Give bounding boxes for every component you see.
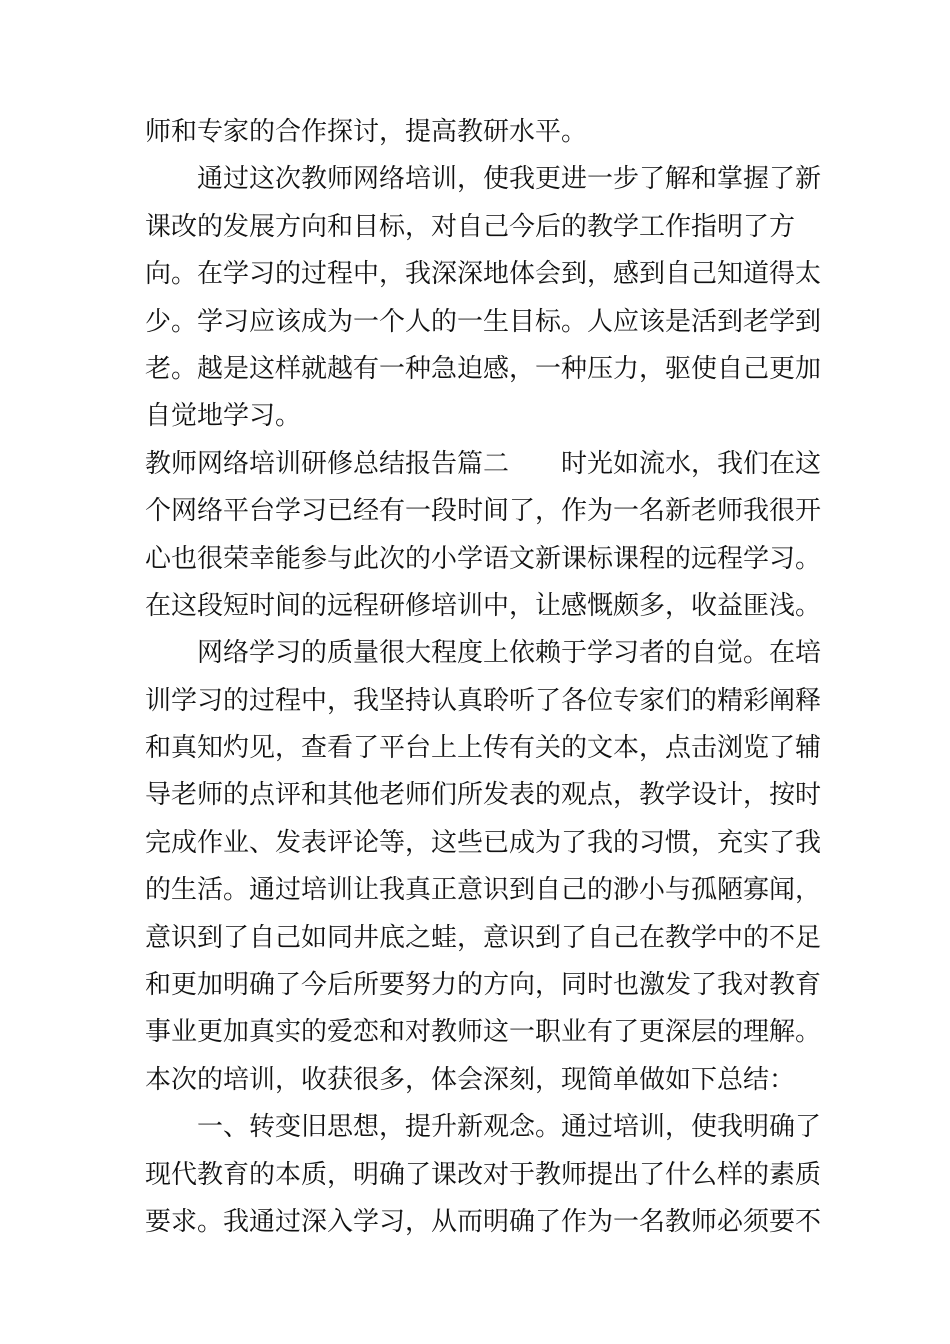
document-body	[145, 109, 845, 1246]
text-line: 网络学习的质量很大程度上依赖于学习者的自觉。在培	[145, 638, 822, 669]
text-line: 意识到了自己如同井底之蛙，意识到了自己在教学中的不足	[145, 922, 822, 953]
text-line: 课改的发展方向和目标，对自己今后的教学工作指明了方	[145, 211, 796, 242]
section-heading-line: 教师网络培训研修总结报告篇二 时光如流水，我们在这	[145, 448, 822, 479]
text-line: 完成作业、发表评论等，这些已成为了我的习惯，充实了我	[145, 827, 822, 858]
text-line: 少。学习应该成为一个人的一生目标。人应该是活到老学到	[145, 306, 822, 337]
text-line: 要求。我通过深入学习，从而明确了作为一名教师必须要不	[145, 1206, 822, 1237]
text-line: 心也很荣幸能参与此次的小学语文新课标课程的远程学习。	[145, 543, 822, 574]
text-line: 一、转变旧思想，提升新观念。通过培训，使我明确了	[145, 1112, 822, 1143]
text-line: 师和专家的合作探讨，提高教研水平。	[145, 117, 588, 147]
text-line: 在这段短时间的远程研修培训中，让感慨颇多，收益匪浅。	[145, 590, 822, 621]
text-line: 向。在学习的过程中，我深深地体会到，感到自己知道得太	[145, 259, 822, 290]
text-line: 和真知灼见，查看了平台上上传有关的文本，点击浏览了辅	[145, 733, 822, 764]
text-line: 的生活。通过培训让我真正意识到自己的渺小与孤陋寡闻，	[145, 875, 822, 906]
text-line: 现代教育的本质，明确了课改对于教师提出了什么样的素质	[145, 1159, 822, 1190]
text-line: 和更加明确了今后所要努力的方向，同时也激发了我对教育	[145, 970, 822, 1001]
text-line: 个网络平台学习已经有一段时间了，作为一名新老师我很开	[145, 496, 822, 527]
text-line: 老。越是这样就越有一种急迫感，一种压力，驱使自己更加	[145, 353, 822, 384]
text-line: 训学习的过程中，我坚持认真聆听了各位专家们的精彩阐释	[145, 685, 822, 716]
text-line: 事业更加真实的爱恋和对教师这一职业有了更深层的理解。	[145, 1017, 822, 1048]
text-line: 通过这次教师网络培训，使我更进一步了解和掌握了新	[145, 164, 822, 195]
text-line: 导老师的点评和其他老师们所发表的观点，教学设计，按时	[145, 780, 822, 811]
text-line: 本次的培训，收获很多，体会深刻，现简单做如下总结：	[145, 1064, 796, 1095]
text-line: 自觉地学习。	[145, 401, 302, 432]
